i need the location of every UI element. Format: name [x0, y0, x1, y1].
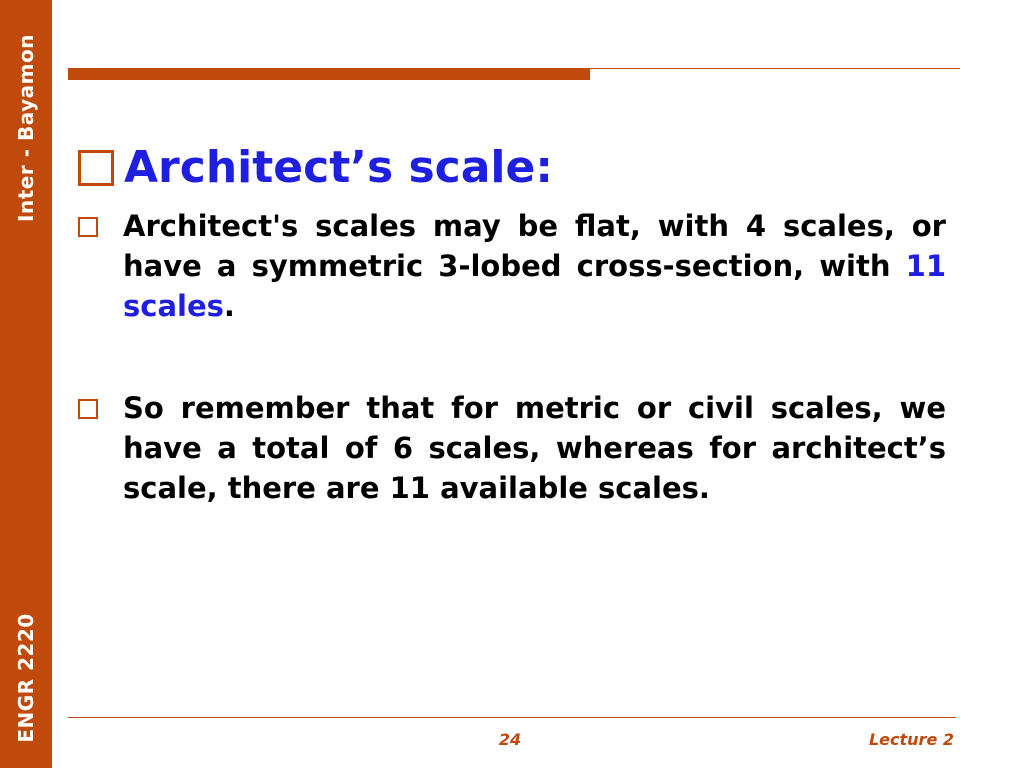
- slide-title-text: Architect’s scale:: [124, 142, 553, 193]
- bullet-item-1: [78, 206, 946, 326]
- bullet-item-2: [78, 388, 946, 508]
- square-bullet-icon: [78, 150, 114, 186]
- top-rule-thin: [590, 68, 960, 69]
- highlight-11-scales: 11 scales: [123, 249, 946, 323]
- bullet-text-1-start: Architect's scales may be flat, with 4 scales, or have a symmetric 3-lobed cross-section, with: [123, 209, 946, 283]
- bullet-text-2: So remember that for metric or civil scales, we have a total of 6 scales, whereas for architect’s scale, there are 11 available scales.: [123, 391, 946, 505]
- side-banner: [0, 0, 52, 768]
- slide-title: [78, 140, 553, 196]
- lecture-label: Lecture 2: [868, 730, 954, 749]
- square-bullet-icon: [78, 217, 98, 237]
- top-rule-thick: [68, 68, 590, 80]
- bullet-text-1-end: .: [223, 289, 235, 323]
- bullet-text-1: [123, 206, 946, 326]
- institution-label: Inter - Bayamon: [14, 34, 38, 222]
- page-number: 24: [498, 730, 522, 749]
- course-code-label: ENGR 2220: [14, 613, 38, 743]
- square-bullet-icon: [78, 399, 98, 419]
- bottom-rule: [68, 717, 956, 718]
